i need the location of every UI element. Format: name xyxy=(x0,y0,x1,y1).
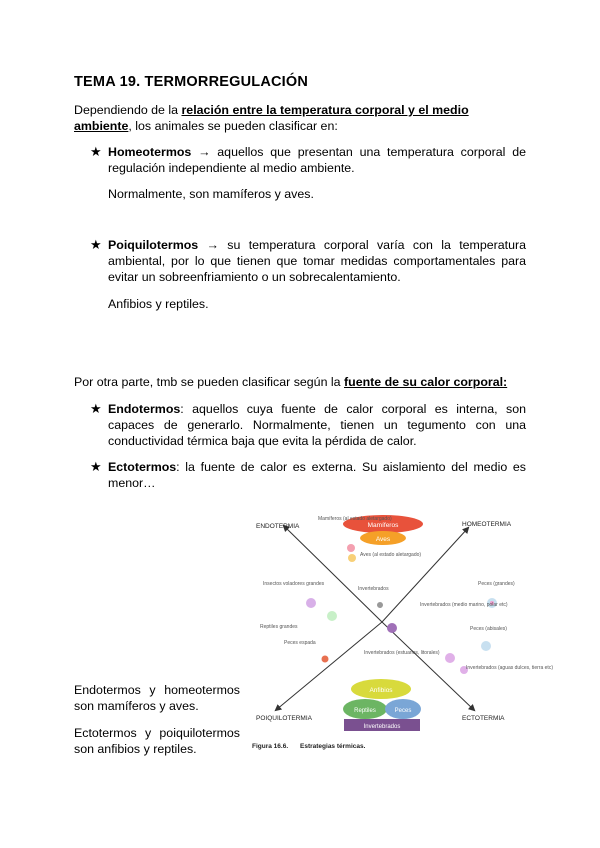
reptiles-label: Reptiles xyxy=(354,708,376,714)
endotermos-term: Endotermos xyxy=(108,402,181,416)
invertebrados-label: Invertebrados xyxy=(363,724,401,730)
intro-text: Dependiendo de la xyxy=(74,103,182,117)
dot-aves xyxy=(348,554,356,562)
side-note-2: Ectotermos y poiquilotermos son anfibios y reptiles. xyxy=(74,726,240,756)
poiquilotermos-item xyxy=(108,237,526,285)
endotermos-item xyxy=(108,401,526,449)
label-invertebrados-centro: Invertebrados xyxy=(358,586,389,592)
dot-reptiles-grandes xyxy=(327,611,337,621)
dot-mamiferos xyxy=(347,544,355,552)
dot-peces-abisales xyxy=(481,641,491,651)
poiquilotermos-term: Poiquilotermos xyxy=(108,238,199,252)
endotermos-text: : aquellos cuya fuente de calor corporal es interna, son capaces de generarlo. Normalmente, tienen un tegumento con una conductividad térmica baja que evita la pérdida de calor. xyxy=(108,402,526,448)
aves-label: Aves xyxy=(375,536,391,543)
label-aves-aletargadas: Aves (al estado aletargado) xyxy=(360,552,422,558)
label-mamiferos-aletargados: Mamíferos (al estado aletargado) xyxy=(318,516,392,522)
dot-invertebrados-estuarios xyxy=(445,653,455,663)
poiquilotermos-note: Anfibios y reptiles. xyxy=(108,297,209,311)
dot-center xyxy=(377,602,383,608)
dot-reptiles-pequenos xyxy=(322,656,329,663)
homeotermos-item xyxy=(108,144,526,176)
ectotermos-term: Ectotermos xyxy=(108,460,177,474)
intro-highlight: relación entre la temperatura corporal y el medio ambiente xyxy=(74,103,469,133)
label-pez-espada: Peces espada xyxy=(284,640,316,646)
star-bullet-icon: ★ xyxy=(90,401,102,416)
arrow-icon: → xyxy=(206,238,219,252)
star-bullet-icon: ★ xyxy=(90,459,102,474)
homeotermos-note: Normalmente, son mamíferos y aves. xyxy=(108,187,314,201)
second-paragraph xyxy=(74,374,526,390)
page-title: TEMA 19. TERMORREGULACIÓN xyxy=(74,74,309,90)
star-bullet-icon: ★ xyxy=(90,144,102,159)
label-peces-grandes: Peces (grandes) xyxy=(478,581,515,587)
intro-text-end: , los animales se pueden clasificar en: xyxy=(128,119,338,133)
arrow-icon: → xyxy=(198,145,211,159)
label-insectos-voladores: Insectos voladores grandes xyxy=(263,581,325,587)
figure-caption-text: Estrategias térmicas. xyxy=(300,743,366,750)
second-highlight: fuente de su calor corporal: xyxy=(344,375,508,389)
label-reptiles-grandes: Reptiles grandes xyxy=(260,624,298,630)
axis-label-poiquilotermia: POIQUILOTERMIA xyxy=(256,715,312,722)
label-invertebrados-marinos: Invertebrados (medio marino, polar etc) xyxy=(420,602,508,608)
second-text: Por otra parte, tmb se pueden clasificar según la xyxy=(74,375,344,389)
figure-caption-number: Figura 16.6. xyxy=(252,743,289,750)
dot-invertebrados-centro xyxy=(387,623,397,633)
peces-label: Peces xyxy=(394,708,412,714)
dot-insectos xyxy=(306,598,316,608)
side-note-1: Endotermos y homeotermos son mamíferos y aves. xyxy=(74,683,240,713)
star-bullet-icon: ★ xyxy=(90,237,102,252)
ectotermos-item xyxy=(108,459,526,491)
label-peces-abisales: Peces (abisales) xyxy=(470,626,507,632)
homeotermos-text: aquellos que presentan una temperatura corporal de regulación independiente al medio ambiente. xyxy=(108,145,526,175)
axis-label-endotermia: ENDOTERMIA xyxy=(256,523,300,530)
label-invertebrados-estuarios: Invertebrados (estuarios, litorales) xyxy=(364,650,440,656)
axis-label-ectotermia: ECTOTERMIA xyxy=(462,715,505,722)
label-invertebrados-tierra: Invertebrados (aguas dulces, tierra etc) xyxy=(466,665,553,671)
axis-label-homeotermia: HOMEOTERMIA xyxy=(462,521,512,528)
ectotermos-text: : la fuente de calor es externa. Su aislamiento del medio es menor… xyxy=(108,460,526,490)
intro-paragraph xyxy=(74,102,526,134)
thermal-strategies-figure xyxy=(248,506,553,756)
anfibios-label: Anfibios xyxy=(369,687,393,694)
poiquilotermos-text: su temperatura corporal varía con la temperatura ambiental, por lo que tienen que tomar medidas comportamentales para evitar un sobreenfriamiento o un sobrecalentamiento. xyxy=(108,238,526,284)
homeotermos-term: Homeotermos xyxy=(108,145,192,159)
mamiferos-label: Mamíferos xyxy=(367,522,399,529)
